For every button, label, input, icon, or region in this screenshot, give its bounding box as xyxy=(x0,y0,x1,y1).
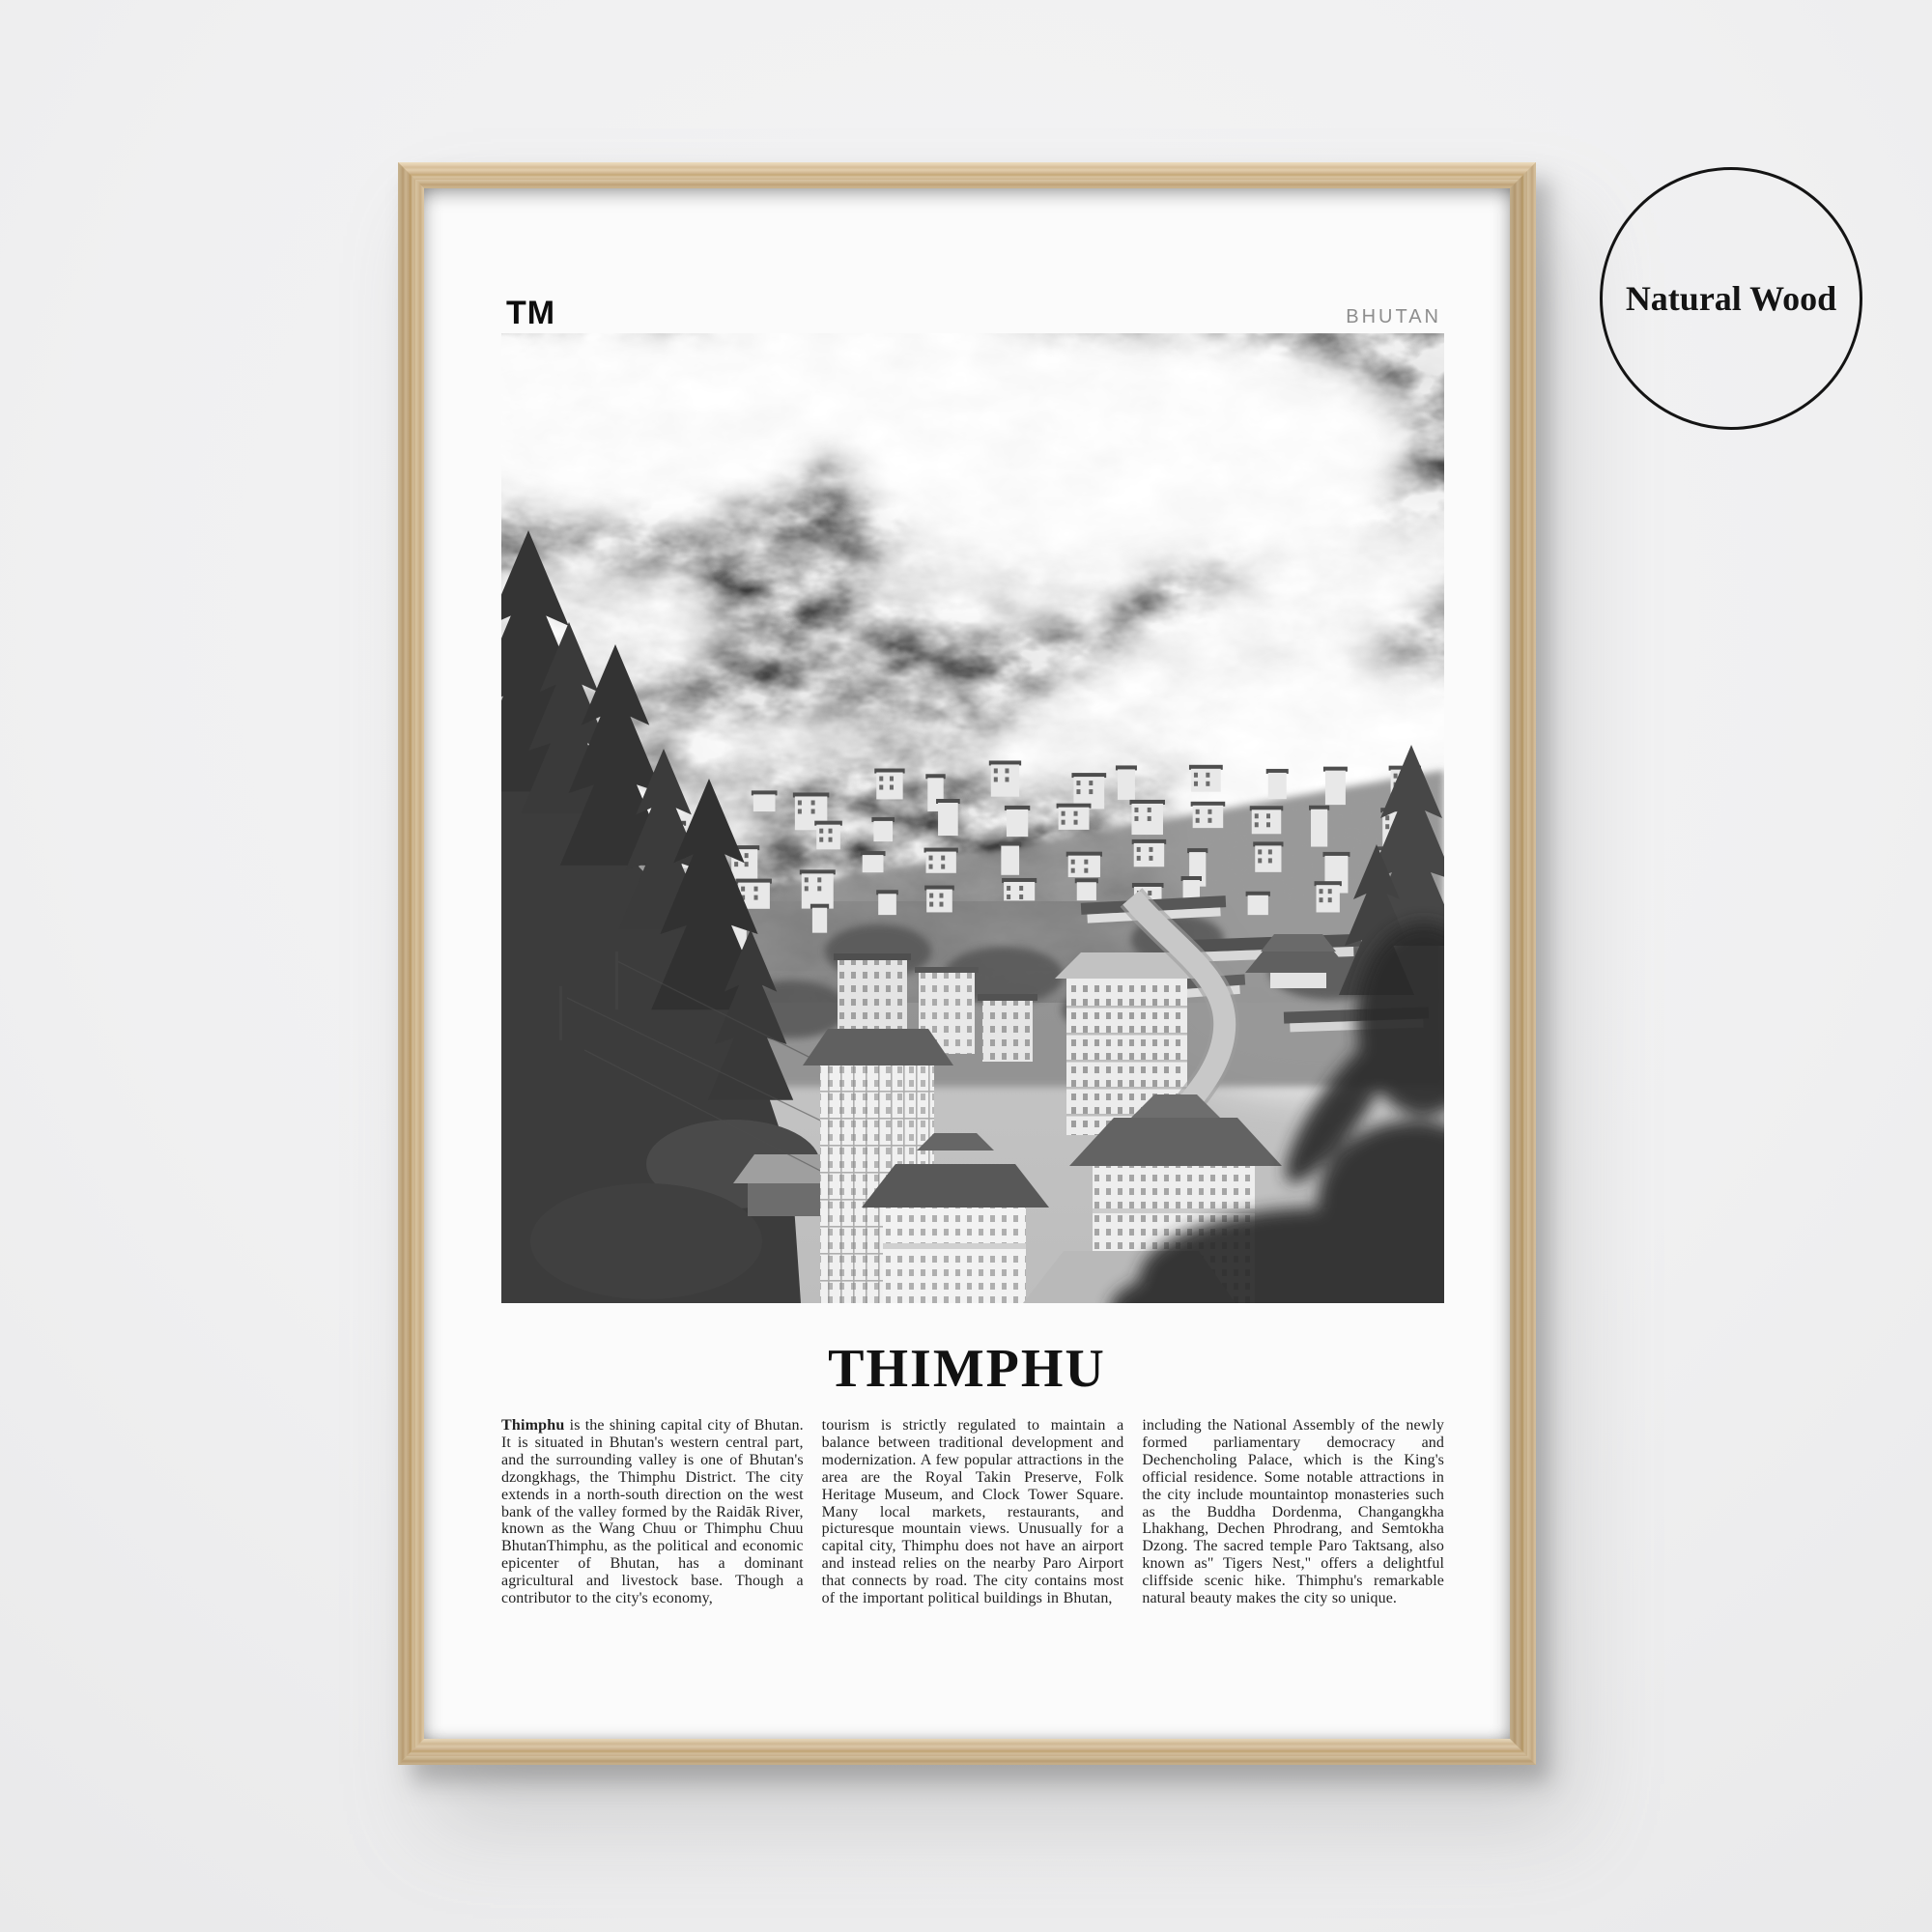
poster-country: BHUTAN xyxy=(1346,306,1441,327)
poster-header xyxy=(506,287,1441,329)
article-column-3: including the National Assembly of the newly formed parliamentary democracy and Dechencholing Palace, which is the King's official residence. Some notable attractions in the city include mountaintop monasteries such as the Buddha Dordenma, Changangkha Lhakhang, Dechen Phrodrang, and Semtokha Dzong. The sacred temple Paro Taktsang, also known as" Tigers Nest," offers a delightful cliffside scenic hike. Thimphu's remarkable natural beauty makes the city so unique. xyxy=(1142,1417,1445,1607)
frame-rail-right xyxy=(1510,162,1536,1765)
frame-rail-top xyxy=(398,162,1536,188)
thimphu-photo xyxy=(501,333,1444,1303)
natural-wood-badge-label: Natural Wood xyxy=(1625,279,1837,318)
article-columns xyxy=(501,1417,1444,1607)
frame-rail-bottom xyxy=(398,1739,1536,1765)
poster-title: THIMPHU xyxy=(828,1339,1106,1399)
poster-brand: TM xyxy=(506,295,556,331)
natural-wood-badge xyxy=(1600,167,1862,430)
poster xyxy=(424,188,1510,1739)
article-column-2: tourism is strictly regulated to maintain a balance between traditional development and modernization. A few popular attractions in the area are the Royal Takin Preserve, Folk Heritage Museum, and Clock Tower Square. Many local markets, restaurants, and picturesque mountain views. Unusually for a capital city, Thimphu does not have an airport and instead relies on the nearby Paro Airport that connects by road. The city contains most of the important political buildings in Bhutan, xyxy=(821,1417,1124,1607)
frame-rail-left xyxy=(398,162,424,1765)
poster-photo xyxy=(501,333,1444,1303)
article-column-1: Thimphu is the shining capital city of Bhutan. It is situated in Bhutan's western central part, and the surrounding valley is one of Bhutan's dzongkhags, the Thimphu District. The city extends in a north-south direction on the west bank of the valley formed by the Raidāk River, known as the Wang Chuu or Thimphu Chuu BhutanThimphu, as the political and economic epicenter of Bhutan, has a dominant agricultural and livestock base. Though a contributor to the city's economy, xyxy=(501,1417,804,1607)
picture-frame xyxy=(398,162,1536,1765)
article-lead-word: Thimphu xyxy=(501,1417,565,1434)
